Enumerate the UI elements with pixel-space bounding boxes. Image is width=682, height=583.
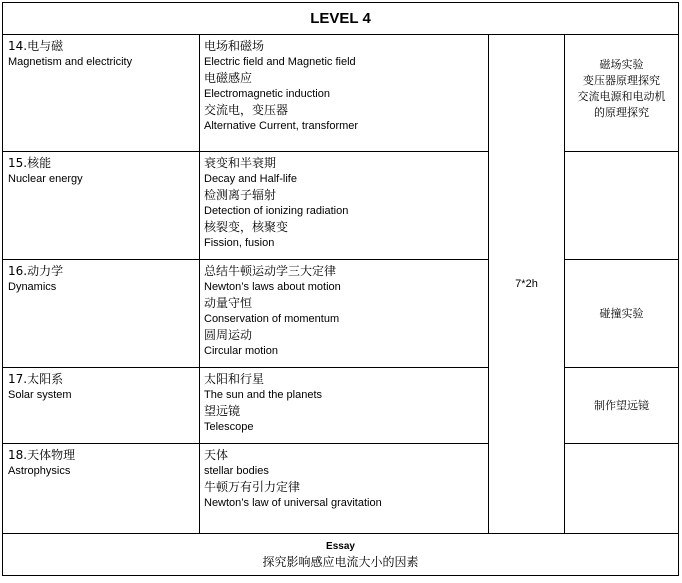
content-en: Decay and Half-life [204,173,297,185]
topic-cell [3,444,200,534]
table-row [3,35,679,152]
content-en: Electric field and Magnetic field [204,56,356,68]
lab-line: 变压器原理探究 [583,74,661,87]
topic-cell [3,260,200,368]
content-en: Electromagnetic induction [204,88,330,100]
lab-cell [565,368,679,444]
content-zh: 衰变和半衰期 [204,156,277,170]
level-title: LEVEL 4 [3,3,679,35]
content-en: Alternative Current, transformer [204,120,359,132]
content-zh: 天体 [204,448,229,462]
content-zh: 太阳和行星 [204,372,265,386]
essay-cell [3,534,679,576]
content-en: The sun and the planets [204,389,323,401]
essay-title: Essay [326,540,355,552]
topic-zh: 14.电与磁 [8,39,64,53]
content-zh: 电磁感应 [204,71,253,85]
content-zh: 牛顿万有引力定律 [204,480,301,494]
topic-en: Nuclear energy [8,173,83,185]
content-en: stellar bodies [204,465,269,477]
table-row [3,260,679,368]
lab-line: 的原理探究 [594,106,650,119]
content-zh: 核裂变，核聚变 [204,220,289,234]
topic-en: Magnetism and electricity [8,56,133,68]
content-cell [200,35,489,152]
content-en: Conservation of momentum [204,313,340,325]
content-zh: 圆周运动 [204,328,253,342]
hours-cell: 7*2h [489,35,565,534]
essay-row [3,534,679,576]
lab-line: 交流电源和电动机 [577,90,666,103]
lab-cell-empty [565,152,679,260]
content-en: Circular motion [204,345,278,357]
lab-line: 磁场实验 [599,58,644,71]
content-zh: 检测离子辐射 [204,188,277,202]
lab-cell [565,260,679,368]
content-cell [200,368,489,444]
content-en: Newton’s law of universal gravitation [204,497,382,509]
topic-cell [3,35,200,152]
lab-line: 制作望远镜 [594,398,650,412]
content-en: Fission, fusion [204,237,275,249]
content-en: Newton’s laws about motion [204,281,341,293]
topic-cell [3,152,200,260]
topic-zh: 17.太阳系 [8,372,64,386]
content-en: Telescope [204,421,254,433]
lab-cell-empty [565,444,679,534]
lab-cell [565,35,679,152]
topic-en: Astrophysics [8,465,71,477]
table-row [3,444,679,534]
essay-text: 探究影响感应电流大小的因素 [262,554,419,569]
topic-en: Solar system [8,389,72,401]
table-row [3,368,679,444]
content-zh: 电场和磁场 [204,39,265,53]
level-table [2,2,679,576]
content-zh: 总结牛顿运动学三大定律 [204,264,337,278]
content-zh: 望远镜 [204,404,241,418]
content-zh: 动量守恒 [204,296,253,310]
table-row [3,152,679,260]
topic-cell [3,368,200,444]
content-zh: 交流电，变压器 [204,103,289,117]
content-cell [200,260,489,368]
content-cell [200,152,489,260]
lab-line: 碰撞实验 [599,306,644,320]
topic-zh: 15.核能 [8,156,52,170]
topic-en: Dynamics [8,281,57,293]
topic-zh: 18.天体物理 [8,448,76,462]
content-cell [200,444,489,534]
topic-zh: 16.动力学 [8,264,64,278]
content-en: Detection of ionizing radiation [204,205,349,217]
